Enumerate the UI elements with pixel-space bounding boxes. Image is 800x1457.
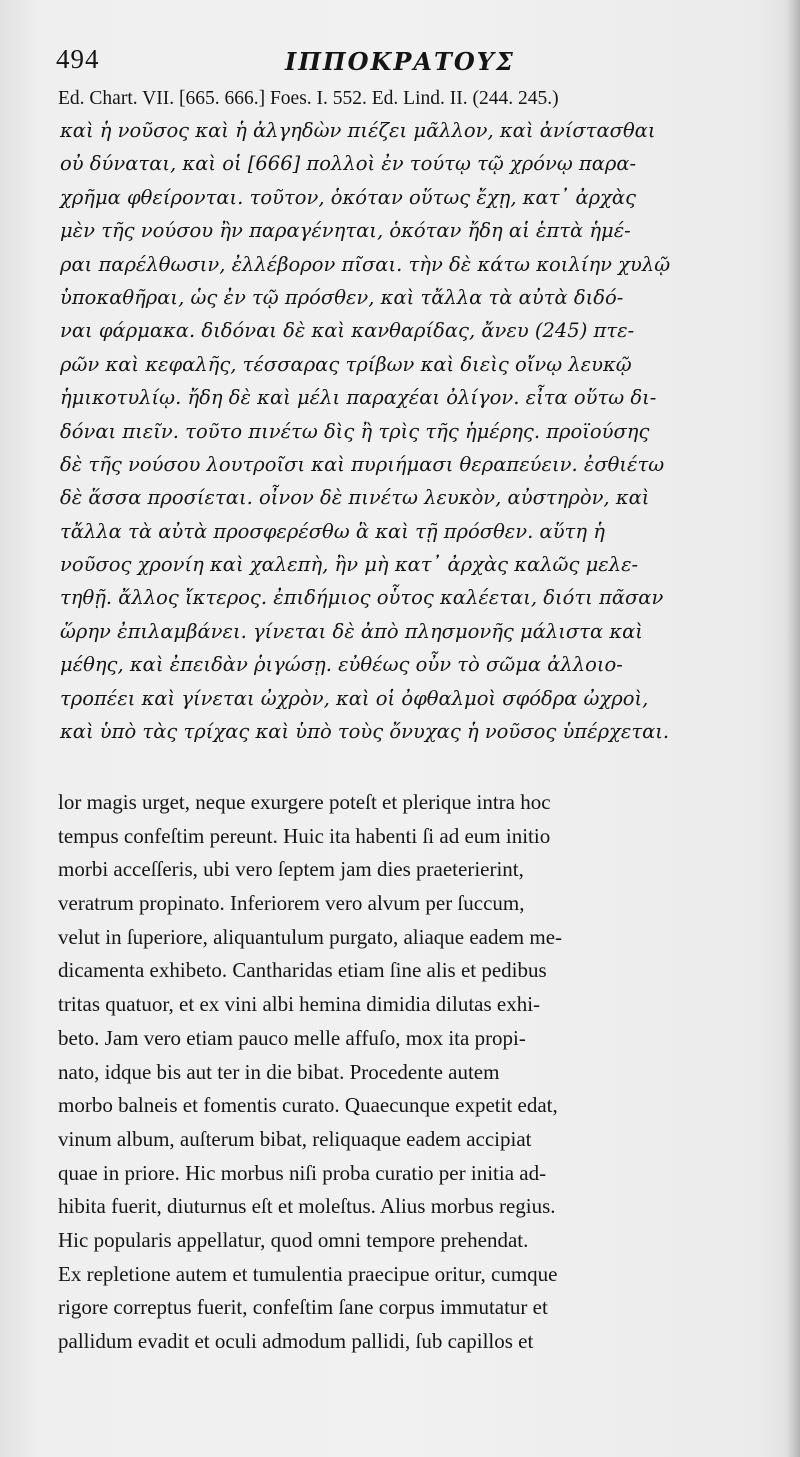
latin-line: beto. Jam vero etiam pauco melle affuſo, mox ita propi-	[58, 1025, 526, 1050]
greek-text-block	[60, 114, 740, 748]
latin-line: hibita fuerit, diuturnus eſt et moleſtus. Alius morbus regius.	[58, 1194, 556, 1219]
greek-line: τηθῇ. ἄλλος ἴκτερος. ἐπιδήμιος οὗτος καλέεται, διότι πᾶσαν	[60, 586, 664, 610]
latin-line: morbi acceſſeris, ubi vero ſeptem jam dies praeterierint,	[58, 857, 524, 882]
latin-line: pallidum evadit et oculi admodum pallidi, ſub capillos et	[58, 1329, 534, 1353]
latin-line: Ex repletione autem et tumulentia praecipue oritur, cumque	[58, 1261, 558, 1286]
latin-line: lor magis urget, neque exurgere poteſt et plerique intra hoc	[58, 790, 551, 814]
latin-line: nato, idque bis aut ter in die bibat. Procedente autem	[58, 1059, 500, 1084]
latin-line: veratrum propinato. Inferiorem vero alvum per ſuccum,	[58, 891, 525, 916]
greek-line: τἄλλα τὰ αὐτὰ προσφερέσθω ἃ καὶ τῇ πρόσθεν. αὕτη ἡ	[60, 519, 605, 543]
running-head: ΙΠΠΟΚΡΑΤΟΥΣ	[285, 47, 515, 76]
latin-line: rigore correptus fuerit, confeſtim ſane corpus immutatur et	[58, 1295, 548, 1320]
greek-line: δόναι πιεῖν. τοῦτο πινέτω δὶς ἢ τρὶς τῆς ἡμέρης. προϊούσης	[60, 419, 650, 443]
latin-line: velut in ſuperiore, aliquantulum purgato, aliaque eadem me-	[58, 924, 563, 949]
greek-line: δὲ τῆς νούσου λουτροῖσι καὶ πυριήμασι θεραπεύειν. ἐσθιέτω	[60, 452, 665, 476]
greek-line: καὶ ἡ νοῦσος καὶ ἡ ἀλγηδὼν πιέζει μᾶλλον, καὶ ἀνίστασθαι	[60, 119, 656, 142]
greek-line: μέθης, καὶ ἐπειδὰν ῥιγώσῃ. εὐθέως οὖν τὸ σῶμα ἀλλοιο-	[60, 653, 623, 677]
greek-line: ρῶν καὶ κεφαλῆς, τέσσαρας τρίβων καὶ διεὶς οἴνῳ λευκῷ	[60, 352, 632, 376]
page-number: 494	[56, 44, 100, 74]
latin-line: morbo balneis et fomentis curato. Quaecunque expetit edat,	[58, 1093, 558, 1118]
greek-line: ραι παρέλθωσιν, ἐλλέβορον πῖσαι. τὴν δὲ κάτω κοιλίην χυλῷ	[60, 252, 671, 276]
latin-line: quae in priore. Hic morbus niſi proba curatio per initia ad-	[58, 1160, 547, 1185]
greek-line: ἡμικοτυλίῳ. ἤδη δὲ καὶ μέλι παραχέαι ὀλίγον. εἶτα οὕτω δι-	[60, 386, 657, 410]
latin-line: Hic popularis appellatur, quod omni tempore prehendat.	[58, 1227, 529, 1252]
greek-line: δὲ ἅσσα προσίεται. οἶνον δὲ πινέτω λευκὸν, αὐστηρὸν, καὶ	[60, 486, 650, 510]
greek-line: νοῦσος χρονίη καὶ χαλεπὴ, ἢν μὴ κατ᾽ ἀρχὰς καλῶς μελε-	[60, 553, 639, 577]
greek-line: ναι φάρμακα. διδόναι δὲ καὶ κανθαρίδας, ἄνευ (245) πτε-	[60, 319, 635, 343]
greek-line: χρῆμα φθείρονται. τοῦτον, ὁκόταν οὕτως ἔχῃ, κατ᾽ ἀρχὰς	[60, 185, 636, 209]
greek-line: οὐ δύναται, καὶ οἱ [666] πολλοὶ ἐν τούτῳ τῷ χρόνῳ παρα-	[60, 152, 637, 176]
page-gutter-shadow	[786, 0, 800, 1457]
edition-reference-line: Ed. Chart. VII. [665. 666.] Foes. I. 552. Ed. Lind. II. (244. 245.)	[58, 88, 559, 109]
latin-line: vinum album, auſterum bibat, reliquaque eadem accipiat	[58, 1126, 532, 1151]
latin-text-block	[58, 786, 748, 1359]
latin-line: tempus confeſtim pereunt. Huic ita habenti ſi ad eum initio	[58, 823, 551, 848]
greek-line: μὲν τῆς νούσου ἢν παραγένηται, ὁκόταν ἤδη αἱ ἑπτὰ ἡμέ-	[60, 219, 631, 243]
greek-line: ὥρην ἐπιλαμβάνει. γίνεται δὲ ἀπὸ πλησμονῆς μάλιστα καὶ	[60, 619, 643, 643]
greek-line: τροπέει καὶ γίνεται ὠχρὸν, καὶ οἱ ὀφθαλμοὶ σφόδρα ὠχροὶ,	[60, 686, 649, 710]
greek-line: καὶ ὑπὸ τὰς τρίχας καὶ ὑπὸ τοὺς ὄνυχας ἡ νοῦσος ὑπέρχεται.	[60, 720, 670, 744]
latin-line: tritas quatuor, et ex vini albi hemina dimidia dilutas exhi-	[58, 992, 541, 1017]
latin-line: dicamenta exhibeto. Cantharidas etiam ſine alis et pedibus	[58, 958, 547, 983]
greek-line: ὑποκαθῆραι, ὡς ἐν τῷ πρόσθεν, καὶ τἄλλα τὰ αὐτὰ διδό-	[60, 285, 624, 309]
